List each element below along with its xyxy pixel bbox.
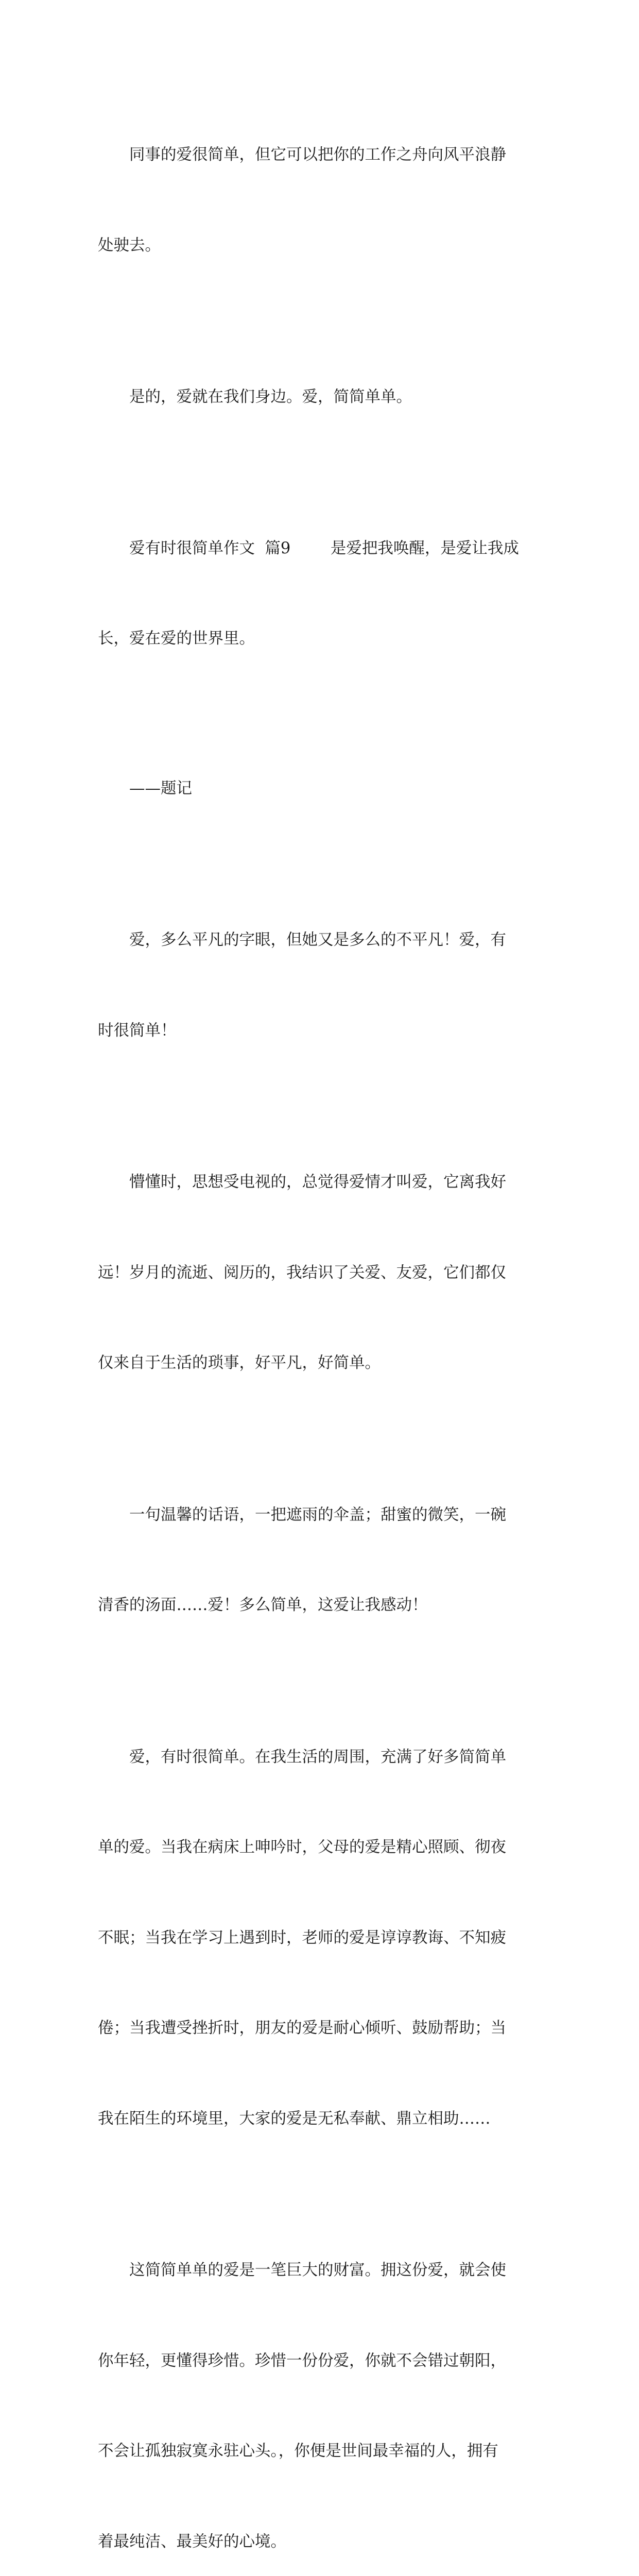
paragraph-ordinary-word [98,865,541,1106]
text-line: 我在陌生的环境里，大家的爱是无私奉献、鼎立相助…… [98,2109,491,2128]
text-line: 时很简单！ [98,1021,177,1040]
text-line: 处驶去。 [98,236,161,255]
text-line: 不眠；当我在学习上遇到时，老师的爱是谆谆教诲、不知疲 [98,1928,506,1947]
paragraph-love-nearby [98,322,541,473]
text-line: 是的，爱就在我们身边。爱，简简单单。 [98,388,412,406]
paragraph-epigraph [98,714,541,865]
paragraph-essay-9-heading [98,473,541,715]
text-line: 清香的汤面……爱！多么简单，这爱让我感动！ [98,1596,428,1614]
paragraph-warm-words [98,1440,541,1681]
paragraph-ignorant-time [98,1107,541,1439]
text-line: 一句温馨的话语，一把遮雨的伞盖；甜蜜的微笑，一碗 [98,1505,506,1524]
text-line: 着最纯洁、最美好的心境。 [98,2532,286,2551]
text-line: 爱有时很简单作文 篇9 是爱把我唤醒，是爱让我成 [98,539,519,557]
text-line: 不会让孤独寂寞永驻心头。，你便是世间最幸福的人，拥有 [98,2442,498,2460]
paragraph-colleague-love [98,80,541,321]
text-line: 远！岁月的流逝、阅历的，我结识了关爱、友爱，它们都仅 [98,1263,506,1282]
text-line: 仅来自于生活的琐事，好平凡，好简单。 [98,1354,381,1372]
text-line: 同事的爱很简单，但它可以把你的工作之舟向风平浪静 [98,146,506,164]
text-line: 长，爱在爱的世界里。 [98,630,255,648]
document-page [98,80,541,2576]
paragraph-love-around [98,1682,541,2195]
text-line: 爱，多么平凡的字眼，但她又是多么的不平凡！爱，有 [98,931,506,949]
paragraph-great-wealth [98,2195,541,2576]
text-line: 你年轻，更懂得珍惜。珍惜一份份爱，你就不会错过朝阳， [98,2351,506,2370]
text-line: 懵懂时，思想受电视的，总觉得爱情才叫爱，它离我好 [98,1173,506,1191]
text-line: 爱，有时很简单。在我生活的周围，充满了好多简简单 [98,1748,506,1766]
text-line: 单的爱。当我在病床上呻吟时，父母的爱是精心照顾、彻夜 [98,1838,506,1856]
text-line: ——题记 [98,779,192,798]
text-line: 这简简单单的爱是一笔巨大的财富。拥这份爱，就会使 [98,2261,506,2279]
text-line: 倦；当我遭受挫折时，朋友的爱是耐心倾听、鼓励帮助；当 [98,2019,506,2037]
